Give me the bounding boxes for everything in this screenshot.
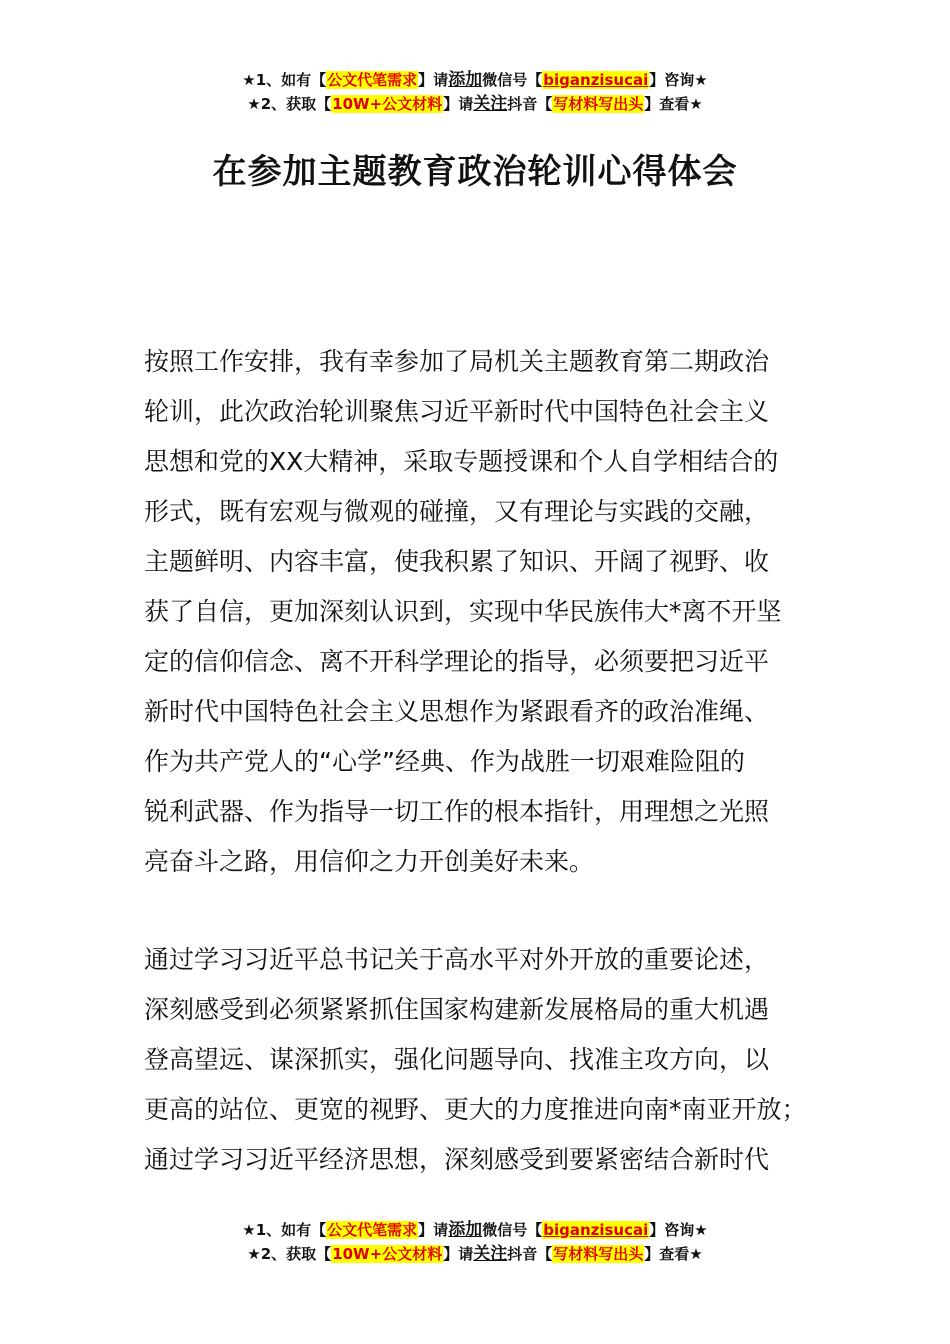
douyin-account-highlight: 写材料写出头: [553, 95, 644, 113]
text-line: 登高望远、谋深抓实，强化问题导向、找准主攻方向，以: [144, 1045, 770, 1074]
top-banner-line-2: ★2、获取【10W+公文材料】请关注抖音【写材料写出头】查看★: [247, 94, 703, 114]
bottom-banner-line-2: ★2、获取【10W+公文材料】请关注抖音【写材料写出头】查看★: [247, 1244, 703, 1264]
text-line: 锐利武器、作为指导一切工作的根本指针，用理想之光照: [144, 797, 770, 826]
bottom-banner: [0, 1218, 950, 1266]
text-line: 深刻感受到必须紧紧抓住国家构建新发展格局的重大机遇: [144, 995, 770, 1024]
top-banner-line-1: ★1、如有【公文代笔需求】请添加微信号【biganzisucai】咨询★: [242, 70, 708, 90]
wechat-id-highlight: biganzisucai: [543, 1221, 649, 1239]
text-line: 作为共产党人的“心学”经典、作为战胜一切艰难险阻的: [144, 747, 745, 776]
paragraph-1: [144, 337, 834, 887]
materials-highlight: 10W+公文材料: [332, 1245, 443, 1263]
bottom-banner-line-1: ★1、如有【公文代笔需求】请添加微信号【biganzisucai】咨询★: [242, 1220, 708, 1240]
text-line: 形式，既有宏观与微观的碰撞，又有理论与实践的交融，: [144, 497, 770, 526]
ghostwriting-highlight: 公文代笔需求: [327, 1221, 418, 1239]
text-line: 定的信仰信念、离不开科学理论的指导，必须要把习近平: [144, 647, 770, 676]
text-line: 获了自信，更加深刻认识到，实现中华民族伟大*离不开坚: [144, 597, 782, 626]
text-line: 轮训，此次政治轮训聚焦习近平新时代中国特色社会主义: [144, 397, 770, 426]
top-banner: [0, 68, 950, 116]
text-line: 亮奋斗之路，用信仰之力开创美好未来。: [144, 847, 595, 876]
douyin-account-highlight: 写材料写出头: [553, 1245, 644, 1263]
wechat-id-highlight: biganzisucai: [543, 71, 649, 89]
text-line: 按照工作安排，我有幸参加了局机关主题教育第二期政治: [144, 347, 770, 376]
text-line: 思想和党的XX大精神，采取专题授课和个人自学相结合的: [144, 447, 779, 476]
text-line: 主题鲜明、内容丰富，使我积累了知识、开阔了视野、收: [144, 547, 770, 576]
text-line: 新时代中国特色社会主义思想作为紧跟看齐的政治准绳、: [144, 697, 770, 726]
text-line: 通过学习习近平总书记关于高水平对外开放的重要论述，: [144, 945, 770, 974]
materials-highlight: 10W+公文材料: [332, 95, 443, 113]
text-line: 通过学习习近平经济思想，深刻感受到要紧密结合新时代: [144, 1145, 770, 1174]
document-title: 在参加主题教育政治轮训心得体会: [212, 152, 738, 192]
text-line: 更高的站位、更宽的视野、更大的力度推进向南*南亚开放；: [144, 1095, 807, 1124]
paragraph-2: [144, 935, 834, 1185]
ghostwriting-highlight: 公文代笔需求: [327, 71, 418, 89]
